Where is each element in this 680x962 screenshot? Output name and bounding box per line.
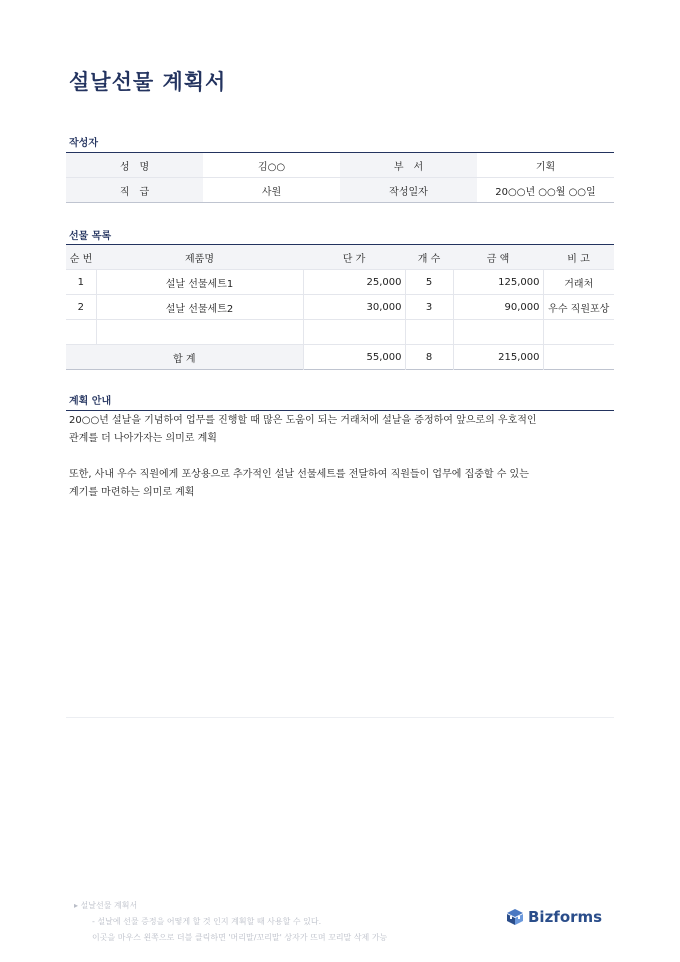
date-value[interactable]: 20○○년 ○○월 ○○일 <box>495 186 596 198</box>
col-header-price: 단 가 <box>303 245 405 270</box>
plan-paragraph-2: 또한, 사내 우수 직원에게 포상용으로 추가적인 설날 선물세트를 전달하여 직원들이 업무에 집중할 수 있는 계기를 마련하는 의미로 계획 <box>69 469 529 498</box>
bizforms-logo-icon <box>506 908 524 926</box>
col-header-qty: 개 수 <box>405 245 453 270</box>
plan-paragraph-1: 20○○년 설날을 기념하여 업무를 진행할 때 많은 도움이 되는 거래처에 설날을 증정하여 앞으로의 우호적인 관계를 더 나아가자는 의미로 계획 <box>69 415 537 444</box>
row-amount[interactable]: 90,000 <box>453 295 543 320</box>
total-row <box>66 345 614 370</box>
gift-table <box>66 244 614 370</box>
footer-line-2: - 설날에 선물 증정을 어떻게 할 것 인지 계획할 때 사용할 수 있다. <box>92 917 322 926</box>
total-note[interactable] <box>543 345 614 370</box>
name-label: 성 명 <box>66 153 203 178</box>
empty-cell[interactable] <box>303 320 405 345</box>
rank-label: 직 급 <box>66 178 203 203</box>
empty-cell[interactable] <box>96 320 303 345</box>
empty-cell[interactable] <box>405 320 453 345</box>
footer-line-1: ▸ 설날선물 계획서 <box>74 901 138 910</box>
table-row <box>66 295 614 320</box>
author-section-label: 작성자 <box>69 138 98 149</box>
row-product[interactable]: 설날 선물세트1 <box>96 270 303 295</box>
row-no[interactable]: 2 <box>66 295 96 320</box>
dept-value[interactable]: 기획 <box>477 153 614 178</box>
row-product[interactable]: 설날 선물세트2 <box>96 295 303 320</box>
table-row-empty <box>66 320 614 345</box>
bizforms-logo <box>506 908 602 926</box>
row-no[interactable]: 1 <box>66 270 96 295</box>
total-amount[interactable]: 215,000 <box>453 345 543 370</box>
author-table <box>66 152 614 203</box>
col-header-no: 순 번 <box>66 245 96 270</box>
row-price[interactable]: 25,000 <box>303 270 405 295</box>
total-price[interactable]: 55,000 <box>303 345 405 370</box>
rank-value[interactable]: 사원 <box>261 186 282 198</box>
row-note[interactable]: 우수 직원포상 <box>543 295 614 320</box>
footer-hints[interactable] <box>74 898 387 946</box>
row-qty[interactable]: 5 <box>405 270 453 295</box>
name-value[interactable]: 김○○ <box>203 153 340 178</box>
row-note[interactable]: 거래처 <box>543 270 614 295</box>
empty-cell[interactable] <box>66 320 96 345</box>
total-label: 합 계 <box>66 345 303 370</box>
plan-text-area[interactable] <box>66 410 614 718</box>
gift-section-label: 선물 목록 <box>69 231 112 242</box>
page-title: 설날선물 계획서 <box>69 70 227 94</box>
logo-text: Bizforms <box>528 908 603 926</box>
empty-cell[interactable] <box>543 320 614 345</box>
row-price[interactable]: 30,000 <box>303 295 405 320</box>
empty-cell[interactable] <box>453 320 543 345</box>
row-amount[interactable]: 125,000 <box>453 270 543 295</box>
col-header-product: 제품명 <box>96 245 303 270</box>
total-qty[interactable]: 8 <box>405 345 453 370</box>
footer-line-3: 이곳을 마우스 왼쪽으로 더블 클릭하면 '머리말/꼬리말' 상자가 뜨며 꼬리말 삭제 가능 <box>92 933 388 942</box>
col-header-note: 비 고 <box>543 245 614 270</box>
plan-section-label: 계획 안내 <box>69 396 112 407</box>
dept-label: 부 서 <box>340 153 477 178</box>
date-label: 작성일자 <box>340 178 477 203</box>
table-row <box>66 270 614 295</box>
col-header-amount: 금 액 <box>453 245 543 270</box>
row-qty[interactable]: 3 <box>405 295 453 320</box>
